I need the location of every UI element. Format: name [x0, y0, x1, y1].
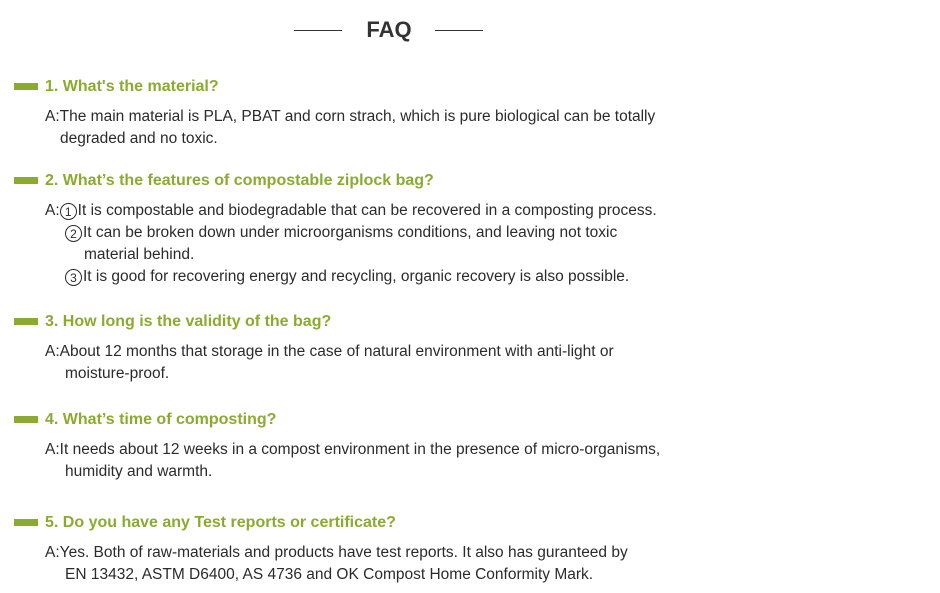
- faq-question: [14, 410, 774, 432]
- question-text: 5. Do you have any Test reports or certificate?: [45, 514, 396, 531]
- answer-line: It is compostable and biodegradable that can be recovered in a composting process.: [77, 202, 657, 219]
- faq-answer: [14, 542, 774, 586]
- question-text: 3. How long is the validity of the bag?: [45, 313, 332, 330]
- answer-line: It needs about 12 weeks in a compost environment in the presence of micro-organisms,: [59, 441, 661, 458]
- faq-answer: [14, 341, 774, 385]
- answer-prefix: A:: [45, 108, 60, 125]
- faq-item-3: [14, 312, 774, 385]
- faq-question: [14, 171, 774, 193]
- page-title: FAQ: [366, 17, 412, 42]
- answer-prefix: A:: [45, 343, 60, 360]
- faq-question: [14, 513, 774, 535]
- question-marker-icon: [14, 83, 38, 90]
- answer-prefix: A:: [45, 441, 60, 458]
- answer-line: The main material is PLA, PBAT and corn strach, which is pure biological can be totally: [59, 108, 656, 125]
- faq-answer: [14, 106, 774, 150]
- circled-number-icon: 2: [65, 225, 82, 242]
- circled-number-icon: 1: [60, 203, 77, 220]
- answer-line: EN 13432, ASTM D6400, AS 4736 and OK Compost Home Conformity Mark.: [65, 566, 594, 583]
- answer-line: material behind.: [84, 246, 195, 263]
- question-text: 2. What’s the features of compostable ziplock bag?: [45, 172, 434, 189]
- answer-line: humidity and warmth.: [65, 463, 213, 480]
- question-marker-icon: [14, 519, 38, 526]
- answer-prefix: A:: [45, 544, 60, 561]
- faq-item-1: [14, 77, 774, 150]
- answer-prefix: A:: [45, 202, 60, 219]
- faq-item-2: [14, 171, 774, 288]
- answer-line: Yes. Both of raw-materials and products have test reports. It also has guranteed by: [59, 544, 628, 561]
- faq-item-5: [14, 513, 774, 586]
- answer-line: moisture-proof.: [65, 365, 170, 382]
- answer-line: It can be broken down under microorganisms conditions, and leaving not toxic: [83, 224, 618, 241]
- faq-question: [14, 312, 774, 334]
- circled-number-icon: 3: [65, 269, 82, 286]
- question-text: 1. What's the material?: [45, 78, 219, 95]
- faq-answer: [14, 200, 774, 288]
- answer-line: degraded and no toxic.: [60, 130, 218, 147]
- faq-item-4: [14, 410, 774, 483]
- answer-line: About 12 months that storage in the case of natural environment with anti-light or: [59, 343, 614, 360]
- question-text: 4. What’s time of composting?: [45, 411, 277, 428]
- faq-question: [14, 77, 774, 99]
- answer-line: It is good for recovering energy and recycling, organic recovery is also possible.: [83, 268, 630, 285]
- faq-answer: [14, 439, 774, 483]
- question-marker-icon: [14, 318, 38, 325]
- faq-header: [294, 14, 484, 46]
- question-marker-icon: [14, 177, 38, 184]
- question-marker-icon: [14, 416, 38, 423]
- header-rule-right: [435, 30, 483, 31]
